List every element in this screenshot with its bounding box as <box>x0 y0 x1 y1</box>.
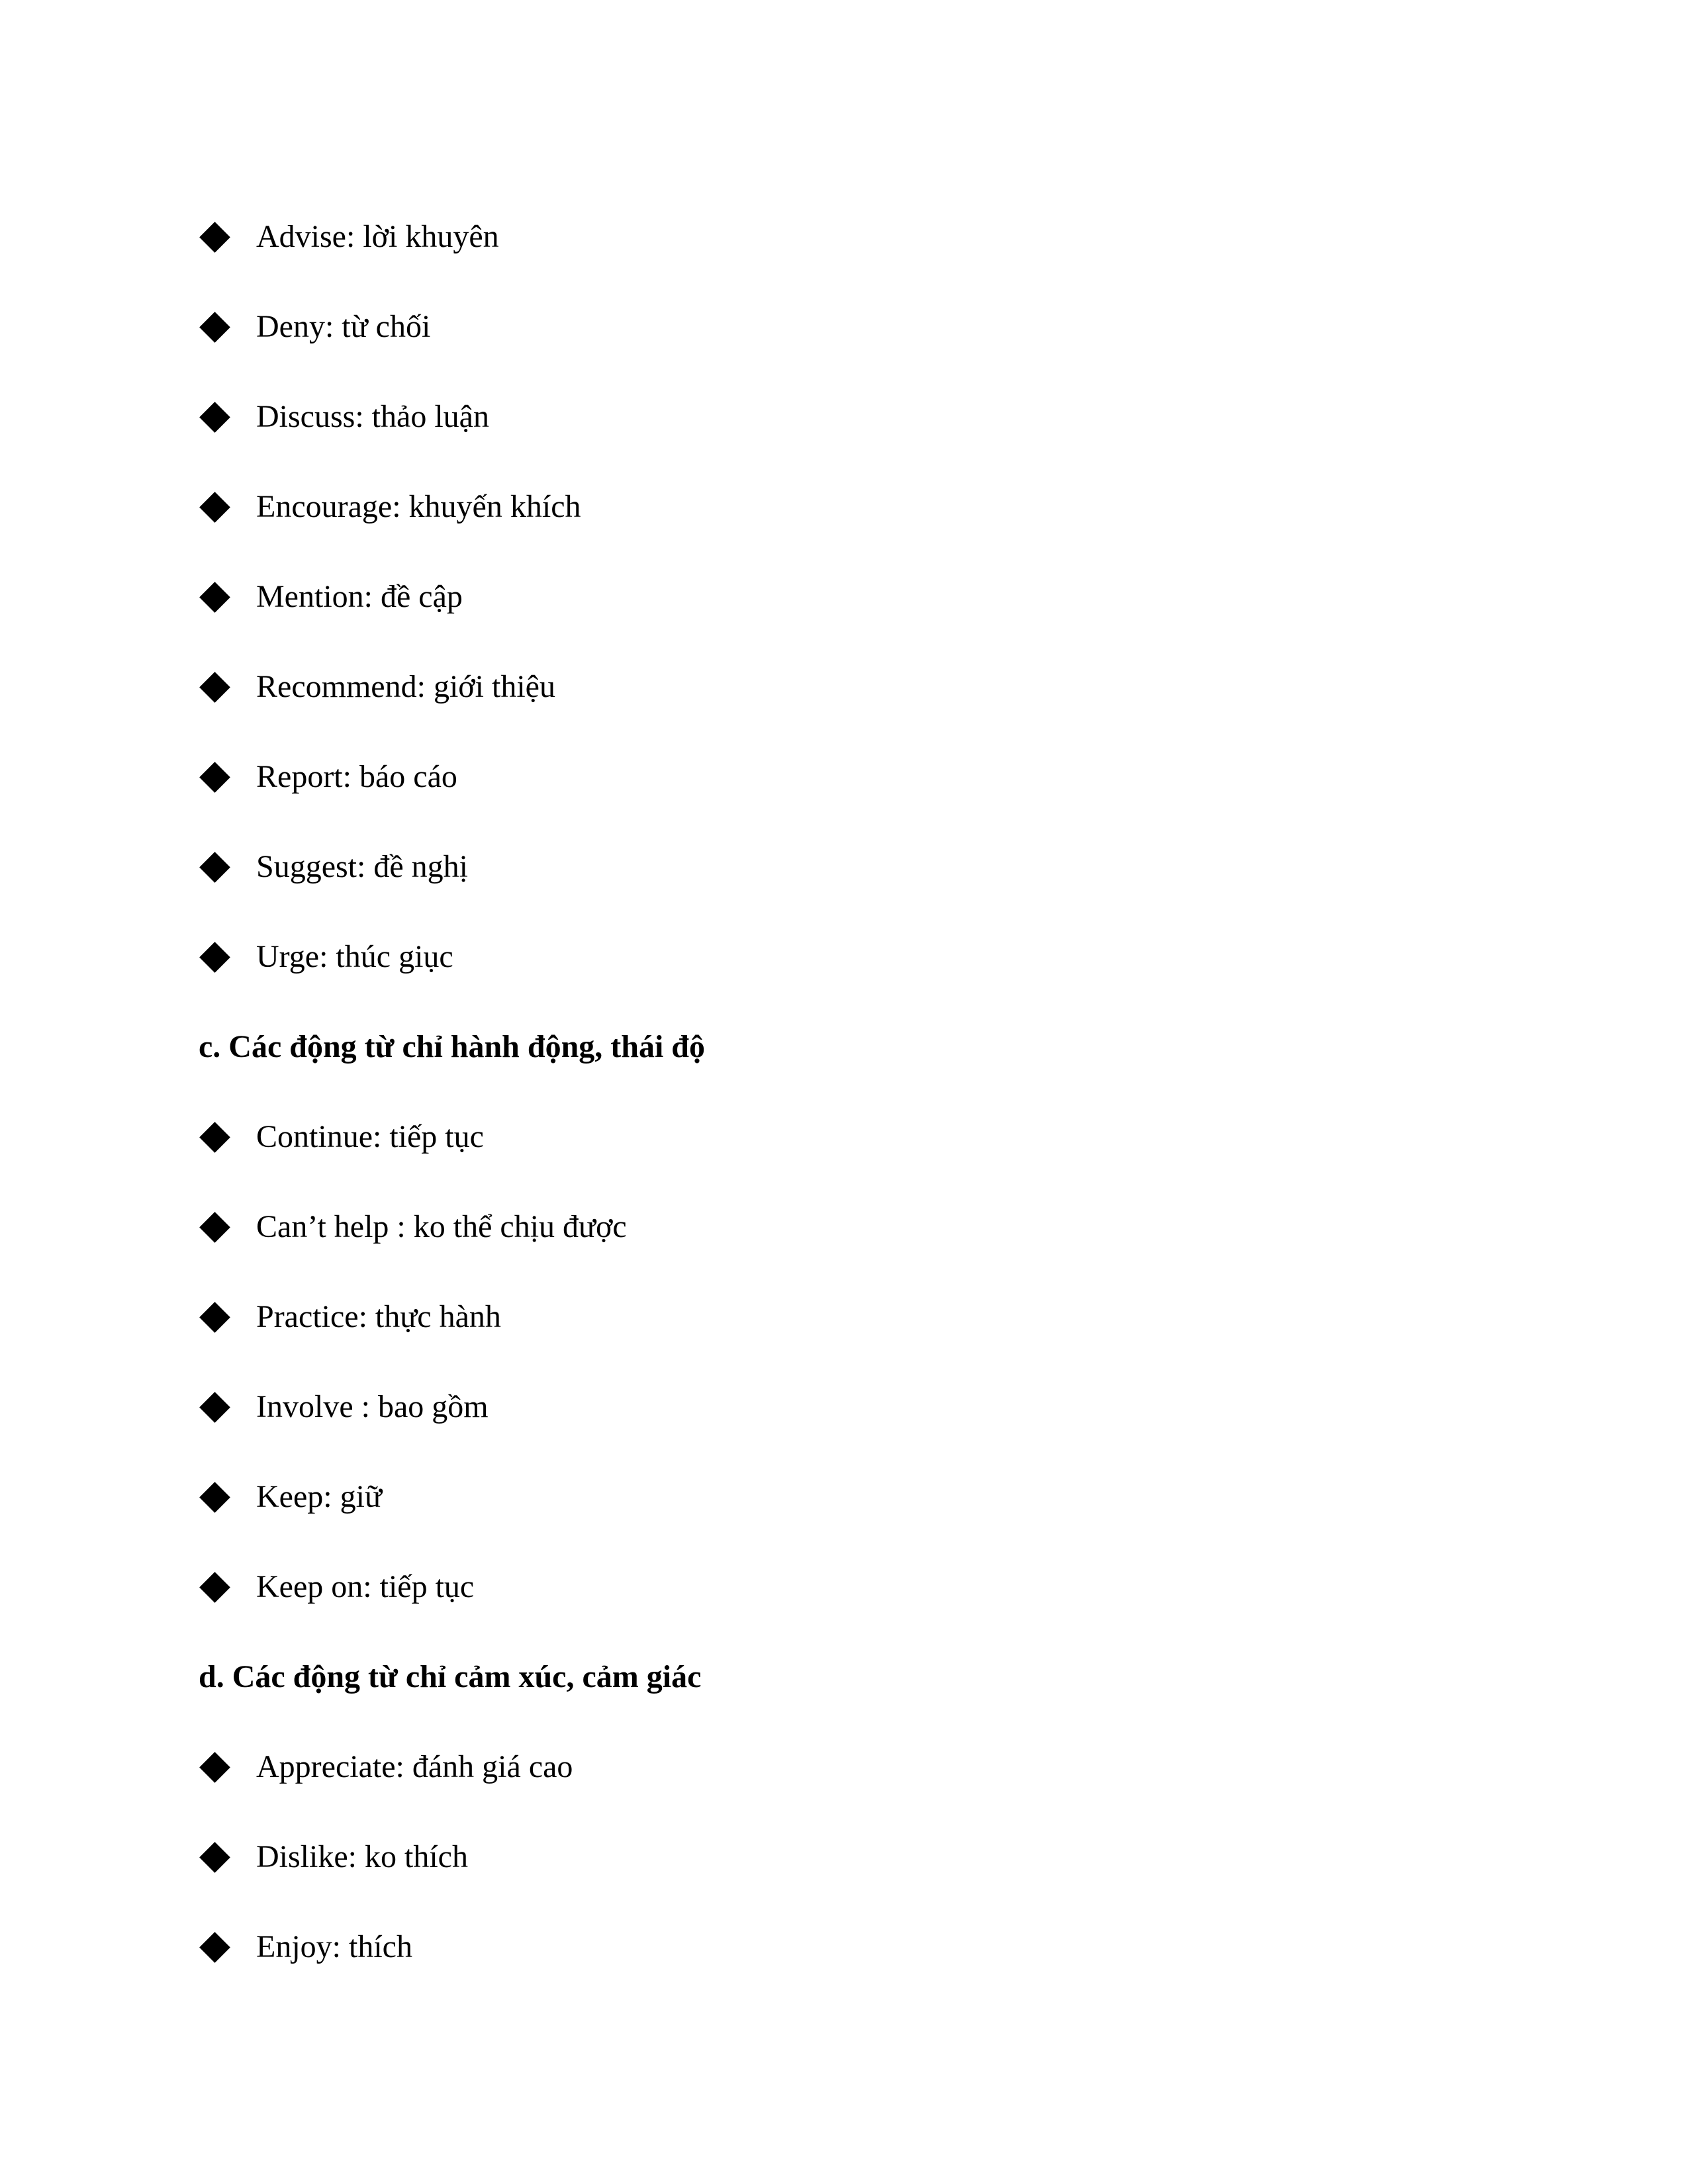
list-item <box>199 1452 1489 1542</box>
list-item-text: Involve : bao gồm <box>256 1389 489 1424</box>
diamond-bullet-icon <box>199 1932 230 1963</box>
list-item-text: Advise: lời khuyên <box>256 219 499 254</box>
diamond-bullet-icon <box>199 672 230 703</box>
list-item <box>199 552 1489 642</box>
list-item-text: Suggest: đề nghị <box>256 849 468 884</box>
diamond-bullet-icon <box>199 312 230 343</box>
list-item-text: Enjoy: thích <box>256 1929 412 1964</box>
list-item <box>199 1902 1489 1992</box>
list-item-text: Mention: đề cập <box>256 579 463 614</box>
diamond-bullet-icon <box>199 1392 230 1423</box>
list-item-text: Keep on: tiếp tục <box>256 1569 475 1604</box>
list-item-text: Deny: từ chối <box>256 309 431 344</box>
list-item <box>199 1272 1489 1362</box>
list-item <box>199 822 1489 912</box>
list-item-text: Dislike: ko thích <box>256 1839 468 1874</box>
list-item <box>199 912 1489 1002</box>
list-item <box>199 642 1489 732</box>
diamond-bullet-icon <box>199 852 230 883</box>
list-item <box>199 732 1489 822</box>
diamond-bullet-icon <box>199 1122 230 1153</box>
diamond-bullet-icon <box>199 582 230 613</box>
diamond-bullet-icon <box>199 1212 230 1243</box>
diamond-bullet-icon <box>199 1302 230 1333</box>
diamond-bullet-icon <box>199 1482 230 1513</box>
list-item <box>199 192 1489 282</box>
list-item <box>199 282 1489 372</box>
list-item <box>199 1812 1489 1902</box>
list-item <box>199 1722 1489 1812</box>
diamond-bullet-icon <box>199 1752 230 1783</box>
diamond-bullet-icon <box>199 1572 230 1603</box>
section-heading-d: d. Các động từ chỉ cảm xúc, cảm giác <box>199 1659 702 1694</box>
list-item-text: Keep: giữ <box>256 1479 382 1514</box>
list-item-text: Recommend: giới thiệu <box>256 669 555 704</box>
diamond-bullet-icon <box>199 492 230 523</box>
list-item-text: Report: báo cáo <box>256 759 457 794</box>
list-item <box>199 1092 1489 1182</box>
diamond-bullet-icon <box>199 222 230 253</box>
list-item <box>199 372 1489 462</box>
diamond-bullet-icon <box>199 402 230 433</box>
diamond-bullet-icon <box>199 762 230 793</box>
list-item <box>199 1182 1489 1272</box>
list-item-text: Practice: thực hành <box>256 1299 501 1334</box>
list-item-text: Discuss: thảo luận <box>256 399 489 434</box>
page-content <box>199 192 1489 1992</box>
list-item-text: Can’t help : ko thể chịu được <box>256 1209 627 1244</box>
list-item-text: Continue: tiếp tục <box>256 1119 484 1154</box>
list-item-text: Appreciate: đánh giá cao <box>256 1749 573 1784</box>
list-item-text: Encourage: khuyến khích <box>256 489 581 524</box>
list-item <box>199 462 1489 552</box>
diamond-bullet-icon <box>199 942 230 973</box>
diamond-bullet-icon <box>199 1842 230 1873</box>
list-item <box>199 1542 1489 1632</box>
list-item <box>199 1362 1489 1452</box>
list-item-text: Urge: thúc giục <box>256 939 453 974</box>
section-heading-c: c. Các động từ chỉ hành động, thái độ <box>199 1029 705 1064</box>
